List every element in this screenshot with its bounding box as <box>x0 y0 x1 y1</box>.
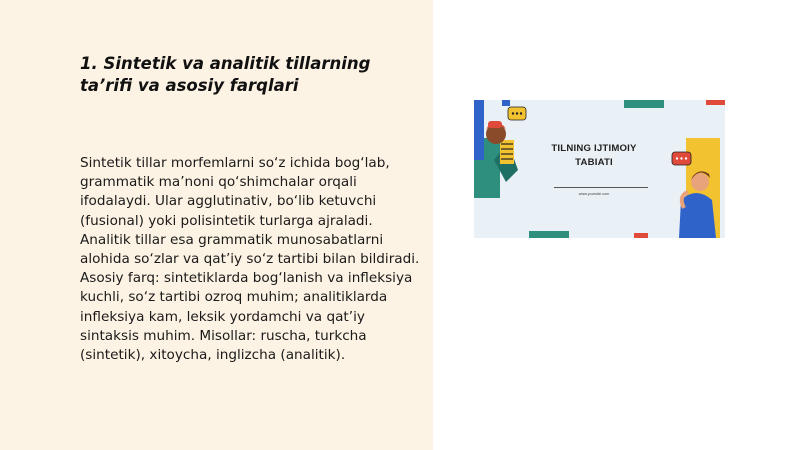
image-title: TILNING IJTIMOIY TABIATI <box>551 143 637 168</box>
image-url: www.yoursite.com <box>578 192 610 196</box>
slide-body-text: Sintetik tillar morfemlarni so‘z ichida bog‘lab, grammatik ma’noni qo‘shimchalar orqali ifodalaydi. Ular agglutinativ, bo‘lib ketuvchi (fusional) yoki polisintetik turlarga ajraladi. Analitik tillar esa grammatik munosabatlarni alohida so‘zlar va qat’iy so‘z tartibi bilan bildiradi. Asosiy farq: sintetiklarda bog‘lanish va infleksiya kuchli, so‘z tartibi ozroq muhim; analitiklarda infleksiya kam, leksik yordamchi va qat’iy sintaksis muhim. Misollar: ruscha, turkcha (sintetik), xitoycha, inglizcha (analitik). <box>80 155 420 364</box>
slide-title: 1. Sintetik va analitik tillarning ta’rifi va asosiy farqlari <box>80 54 371 95</box>
image-divider <box>554 187 648 188</box>
speech-bubble-left-icon <box>508 107 526 120</box>
speech-bubble-right-icon <box>672 152 691 165</box>
slide-image <box>474 100 725 238</box>
